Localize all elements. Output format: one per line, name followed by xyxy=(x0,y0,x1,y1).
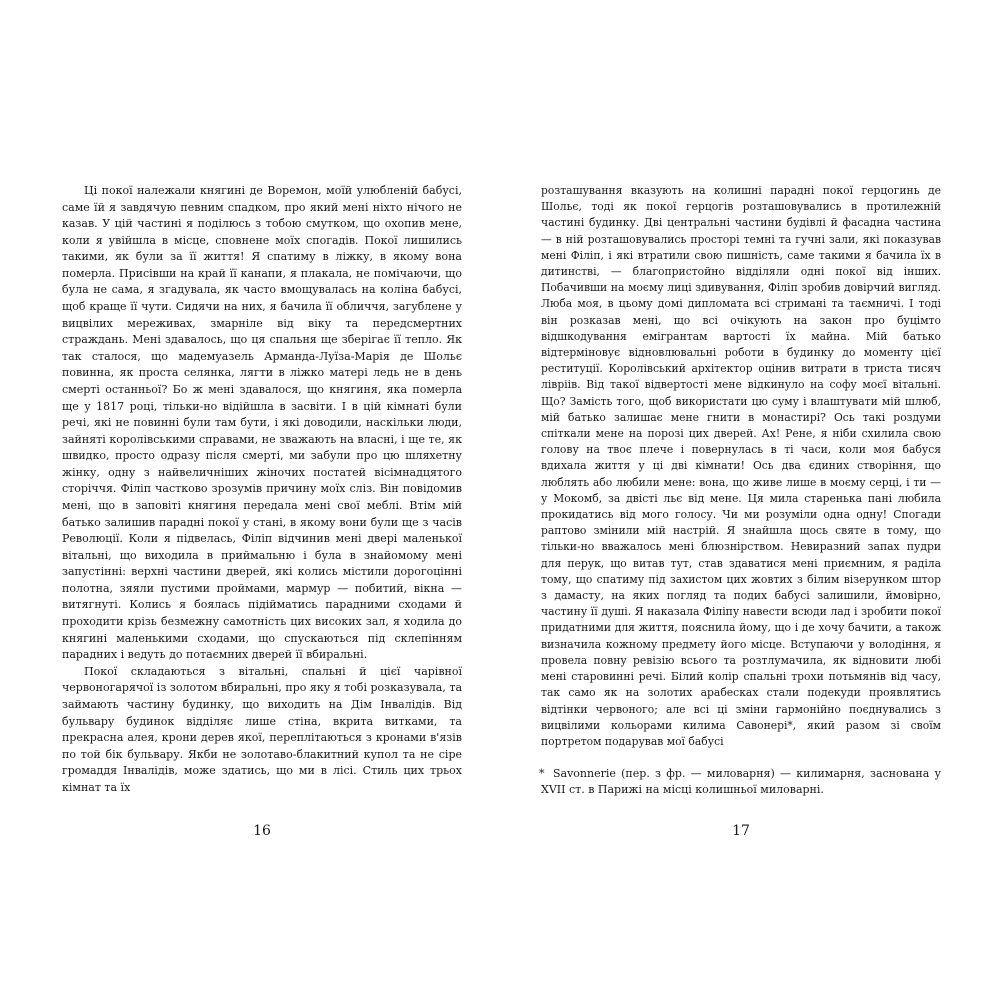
paragraph: Ці покої належали княгині де Воремон, моїй улюбленій бабусі, саме їй я завдячую певним спадком, про який мені ніхто нічого не казав. У цій частині я поділюсь з тобою смутком, що охопив мене, коли я увійшла в місце, сповнене моїх спогадів. Покої лишились такими, як були за її життя! Я спатиму в ліжку, в якому вона померла. Присівши на край її канапи, я плакала, не помічаючи, що була не сама, я згадувала, як часто вмощувалась на коліна бабусі, щоб краще її чути. Сидячи на них, я бачила її обличчя, загублене у вицвілих мереживах, змарніле від віку та передсмертних страждань. Мені здавалось, що ця спальня ще зберігає її тепло. Як так сталося, що мадемуазель Арманда-Луїза-Марія де Шольє повинна, як проста селянка, лягти в ліжко матері ледь не в день смерті останньої? Бо ж мені здавалося, що княгиня, яка померла ще у 1817 році, тільки-но відійшла в засвіти. І в цій кімнаті були речі, які не повинні були там бути, і які доводили, наскільки люди, зайняті королівськими справами, не зважають на власні, і ще те, як швидко, просто одразу після смерті, ми забули про цю шляхетну жінку, одну з найвеличніших жіночих постатей вісімнадцятого сторіччя. Філіп частково зрозумів причину моїх сліз. Він повідомив мені, що в заповіті княгиня передала мені свої меблі. Втім мій батько залишив парадні покої у стані, в якому вони були ще з часів Революції. Коли я підвелась, Філіп відчинив мені двері маленької вітальні, що виходила в приймальню і була в знайомому мені запустінні: верхні частини дверей, які колись містили дорогоцінні полотна, зяяли пустими проймами, мармур — побитий, вікна — витягнуті. Колись я боялась підійматись парадними сходами й проходити крізь безмежну самотність цих високих зал, я ходила до княгині маленькими сходами, що спускаються під склепінням парадних і ведуть до потаємних дверей її вбиральні. xyxy=(62,184,462,662)
left-page-body xyxy=(62,183,462,796)
right-page-body xyxy=(541,183,941,798)
paragraph: Покої складаються з вітальні, спальні й цієї чарівної червоногарячої із золотом вбиральні, про яку я тобі розказувала, та займають частину будинку, що виходить на Дім Інвалідів. Від бульвару будинок відділяє лише стіна, вкрита витками, та прекрасна алея, крони дерев якої, переплітаються з кронами в'язів по той бік бульвару. Якби не золотаво-блакитний купол та не сіре громаддя Інвалідів, може здатись, що ми в лісі. Стиль цих трьох кімнат та їх xyxy=(62,664,462,794)
page-number-right: 17 xyxy=(732,823,750,839)
page-number-left: 16 xyxy=(253,823,271,839)
footnote xyxy=(541,758,941,798)
paragraph: розташування вказують на колишні парадні покої герцогинь де Шольє, тоді як покої герцогів розташовувались в протилежній частині будинку. Дві центральні частини будівлі й фасадна частина — в ній розташовувались просторі темні та гучні зали, які показував мені Філіп, і які втратили свою пишність, саме такими я бачила їх в дитинстві, — благопристойно відділяли одні покої від інших. Побачивши на моєму лиці здивування, Філіп зробив довірчий вигляд. Люба моя, в цьому домі дипломата всі стримані та таємничі. І тоді він розказав мені, що всі очікують на закон про буцімто відшкодування емігрантам вартості їх майна. Мій батько відтерміновує відновлювальні роботи в будинку до моменту цієї реституції. Королівський архітектор оцінив витрати в триста тисяч лівріів. Від такої відвертості мене відкинуло на софу моєї вітальні. Що? Замість того, щоб використати цю суму і влаштувати мій шлюб, мій батько залишає мене гнити в монастирі? Ось такі роздуми спіткали мене на порозі цих дверей. Ах! Рене, я ніби схилила свою голову на твоє плече і повернулась в ті часи, коли моя бабуся вдихала життя у ці дві кімнати! Ось два єдиних створіння, що люблять або любили мене: вона, що живе лише в моєму серці, і ти — у Мокомб, за двісті льє від мене. Ця мила старенька пані любила прокидатись від мого голосу. Чи ми розуміли одна одну! Спогади раптово змінили мій настрій. Я знайшла щось святе в тому, що тільки-но вважалось мені блюзнірством. Невиразний запах пудри для перук, що витав тут, став здаватися мені приємним, я раділа тому, що спатиму під захистом цих жовтих з білим візерунком штор з дамасту, на яких погляд та подих бабусі залишили, ймовірно, частину її душі. Я наказала Філіпу навести всюди лад і зробити покої придатними для життя, пояснила йому, що і де хочу бачити, а також визначила кожному предмету його місце. Вступаючи у володіння, я провела повну ревізію всього та розтлумачила, як відновити любі мені старовинні речі. Білий колір спальні трохи потьмянів від часу, так само як на золотих арабесках стали подекуди проявлятись відтінки червоного; але всі ці зміни гармонійно поєднувались з вицвілими кольорами килима Савонері*, який разом зі своїм портретом подарував мої бабусі xyxy=(541,184,941,748)
footnote-text: Savonnerie (пер. з фр. — миловарня) — килимарня, заснована у XVII ст. в Парижі на місці колишньої миловарні. xyxy=(541,767,941,797)
footnote-mark: * xyxy=(539,767,545,781)
